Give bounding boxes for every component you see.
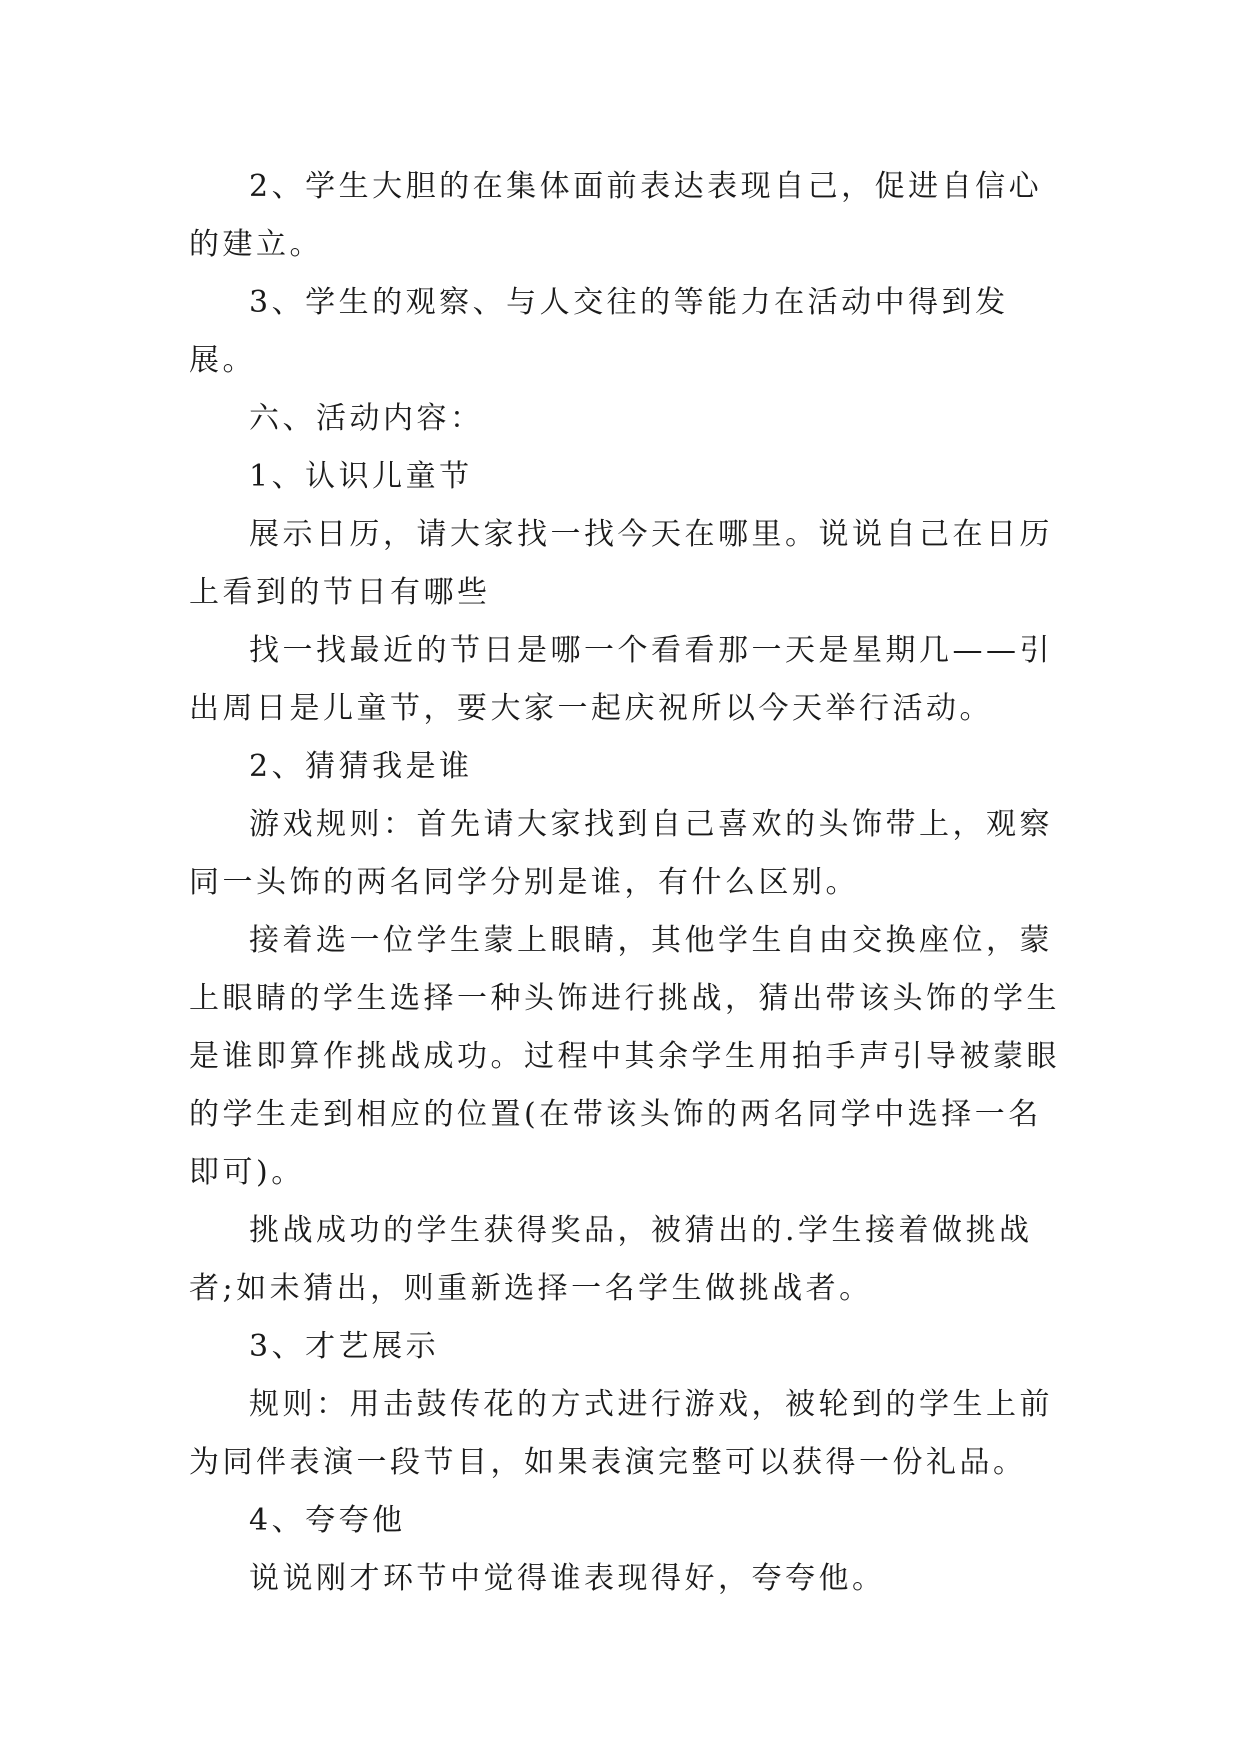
paragraph-game-rules: 游戏规则：首先请大家找到自己喜欢的头饰带上，观察同一头饰的两名同学分别是谁，有什么区别。: [189, 807, 1053, 900]
paragraph-challenge-reward: 挑战成功的学生获得奖品，被猜出的.学生接着做挑战者;如未猜出，则重新选择一名学生做挑战者。: [189, 1213, 1033, 1306]
subheading-talent-show: 3、才艺展示: [249, 1329, 440, 1364]
paragraph-show-calendar: 展示日历，请大家找一找今天在哪里。说说自己在日历上看到的节日有哪些: [189, 517, 1053, 610]
subheading-praise: 4、夸夸他: [249, 1503, 406, 1538]
section-heading-activity-content: 六、活动内容：: [249, 401, 484, 436]
paragraph-find-holiday: 找一找最近的节日是哪一个看看那一天是星期几——引出周日是儿童节，要大家一起庆祝所以今天举行活动。: [189, 633, 1053, 726]
subheading-guess-who: 2、猜猜我是谁: [249, 749, 473, 784]
paragraph-praise: 说说刚才环节中觉得谁表现得好，夸夸他。: [249, 1561, 886, 1596]
paragraph-goal-2: 2、学生大胆的在集体面前表达表现自己，促进自信心的建立。: [189, 169, 1043, 262]
subheading-know-childrens-day: 1、认识儿童节: [249, 459, 473, 494]
paragraph-goal-3: 3、学生的观察、与人交往的等能力在活动中得到发展。: [189, 285, 1009, 378]
paragraph-blindfold-challenge: 接着选一位学生蒙上眼睛，其他学生自由交换座位，蒙上眼睛的学生选择一种头饰进行挑战，猜出带该头饰的学生是谁即算作挑战成功。过程中其余学生用拍手声引导被蒙眼的学生走到相应的位置(在带该头饰的两名同学中选择一名即可)。: [189, 923, 1060, 1190]
paragraph-talent-rules: 规则：用击鼓传花的方式进行游戏，被轮到的学生上前为同伴表演一段节目，如果表演完整可以获得一份礼品。: [189, 1387, 1053, 1480]
document-body: [189, 158, 1069, 1608]
